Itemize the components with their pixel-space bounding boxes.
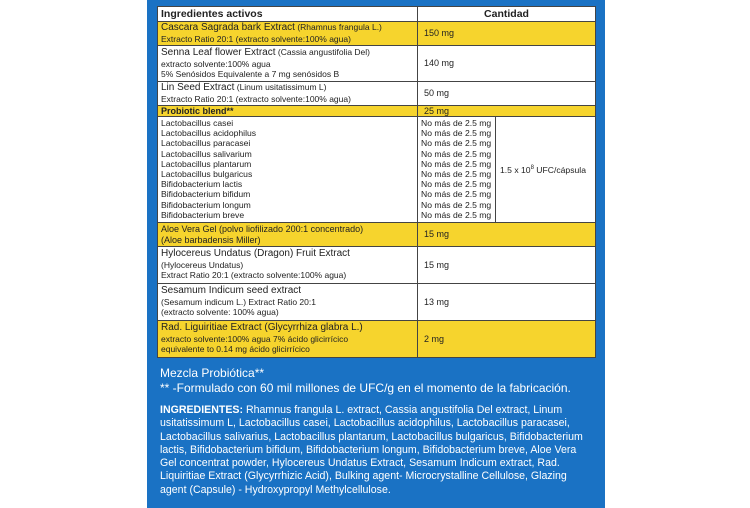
header-amount: Cantidad [418,7,596,22]
strain-amount: No más de 2.5 mg [421,169,492,180]
strain-amount: No más de 2.5 mg [421,209,492,220]
strain-name: Bifidobacterium bifidum [161,189,251,200]
ingredient-line: Hylocereus Undatus (Dragon) Fruit Extract [161,248,350,260]
table-row [158,223,596,247]
amount-cell: 15 mg [418,223,596,247]
amount-cell: 15 mg [418,247,596,284]
ingredient-latin: (Rhamnus frangula L.) [294,22,382,33]
ingredient-line: Aloe Vera Gel (polvo liofilizado 200:1 concentrado) [161,223,364,234]
strain-amount: No más de 2.5 mg [421,128,492,139]
ingredient-line: extracto solvente:100% agua 7% ácido glicirrícico [161,333,349,344]
strain-name: Lactobacillus plantarum [161,158,252,169]
amount-cell: 140 mg [418,46,596,82]
strain-name: Lactobacillus casei [161,118,234,128]
cfu-prefix: 1.5 x 10 [500,165,531,176]
ingredient-detail: extracto solvente:100% agua [161,58,271,69]
ingredients-text: Rhamnus frangula L. extract, Cassia angustifolia Del extract, Linum usitatissimum L, Lactobacillus casei, Lactobacillus acidophilus, Lactobacillus paracasei, Lactobacillus salivarius, Lactobacillus plantarum, Lactobacillus bulgaricus, Bifidobacterium lactis, Bifidobacterium bifidum, Bifidobacterium longum, Bifidobacterium breve, Aloe Vera Gel concentrat powder, Hylocereus Undatus Extract, Sesamum Indicum extract, Rad. Liquiritiae Extract (Glycyrrhizic Acid), Bulking agent- Microcrystalline Cellulose, Glazing agent (Capsule) - Hydroxypropyl Methylcellulose. [160,404,583,496]
ingredient-line: (Sesamum indicum L.) Extract Ratio 20:1 [161,296,316,307]
strain-name: Lactobacillus acidophilus [161,128,257,139]
ingredient-cell [158,22,418,46]
ingredient-line: (Hylocereus Undatus) [161,259,244,270]
probiotic-header-row [158,106,596,117]
strain-amount: No más de 2.5 mg [421,138,492,149]
ingredient-cell [158,82,418,106]
ingredient-latin: (Cassia angustifolia Del) [275,47,370,58]
strain-names-cell [158,117,418,223]
ingredient-name: Lin Seed Extract [161,82,235,94]
table-row [158,247,596,284]
ingredient-detail: 5% Senósidos Equivalente a 7 mg senósidos B [161,69,340,80]
amount-cell: 50 mg [418,82,596,106]
ingredient-cell [158,321,418,358]
ingredient-cell [158,46,418,82]
ingredient-line: equivalente to 0.14 mg ácido glicirrícico [161,344,310,355]
probiotic-blend-note: Mezcla Probiótica** [160,366,265,380]
ingredient-line: Rad. Liguiritiae Extract (Glycyrrhiza glabra L.) [161,322,363,334]
probiotic-title: Probiotic blend** [158,106,418,117]
table-row [158,82,596,106]
strain-amount: No más de 2.5 mg [421,189,492,200]
cfu-suffix: UFC/cápsula [533,165,586,176]
table-row [158,321,596,358]
strain-amount: No más de 2.5 mg [421,148,492,159]
formulation-note: ** -Formulado con 60 mil millones de UFC/g en el momento de la fabricación. [160,381,571,395]
ingredient-name: Cascara Sagrada bark Extract [161,22,295,34]
strain-amount: No más de 2.5 mg [421,118,492,128]
table-row [158,46,596,82]
header-ingredients: Ingredientes activos [158,7,418,22]
cfu-exponent: 8 [530,165,534,172]
ingredient-latin: (Linum usitatissimum L) [234,82,327,93]
ingredients-paragraph [160,404,595,497]
ingredient-detail: Extracto Ratio 20:1 (extracto solvente:100% agua) [161,34,351,44]
strain-name: Bifidobacterium lactis [161,179,243,190]
ingredient-detail: Extracto Ratio 20:1 (extracto solvente:100% agua) [161,94,351,104]
ingredients-label: INGREDIENTES: [160,404,243,416]
amount-cell: 13 mg [418,284,596,321]
probiotic-amount: 25 mg [418,106,596,117]
amount-cell: 150 mg [418,22,596,46]
strain-name: Lactobacillus salivarium [161,148,252,159]
ingredient-line: (Aloe barbadensis Miller) [161,234,261,245]
probiotic-strains-row [158,117,596,223]
ingredient-line: Extract Ratio 20:1 (extracto solvente:100% agua) [161,270,347,281]
strain-name: Lactobacillus paracasei [161,138,251,149]
label-footer [160,366,595,497]
strain-amount: No más de 2.5 mg [421,199,492,210]
table-row [158,284,596,321]
strain-amount: No más de 2.5 mg [421,179,492,190]
ingredient-line: (extracto solvente: 100% agua) [161,307,279,318]
strain-amounts-cell [418,117,496,223]
strain-name: Bifidobacterium breve [161,209,245,220]
cfu-cell [496,117,596,223]
ingredient-name: Senna Leaf flower Extract [161,47,276,59]
ingredient-line: Sesamum Indicum seed extract [161,285,302,297]
strain-name: Bifidobacterium longum [161,199,251,210]
table-row [158,22,596,46]
ingredients-table [157,6,596,358]
amount-cell: 2 mg [418,321,596,358]
ingredient-cell [158,284,418,321]
table-header-row [158,7,596,22]
strain-name: Lactobacillus bulgaricus [161,169,253,180]
ingredient-cell [158,247,418,284]
ingredient-cell [158,223,418,247]
strain-amount: No más de 2.5 mg [421,158,492,169]
